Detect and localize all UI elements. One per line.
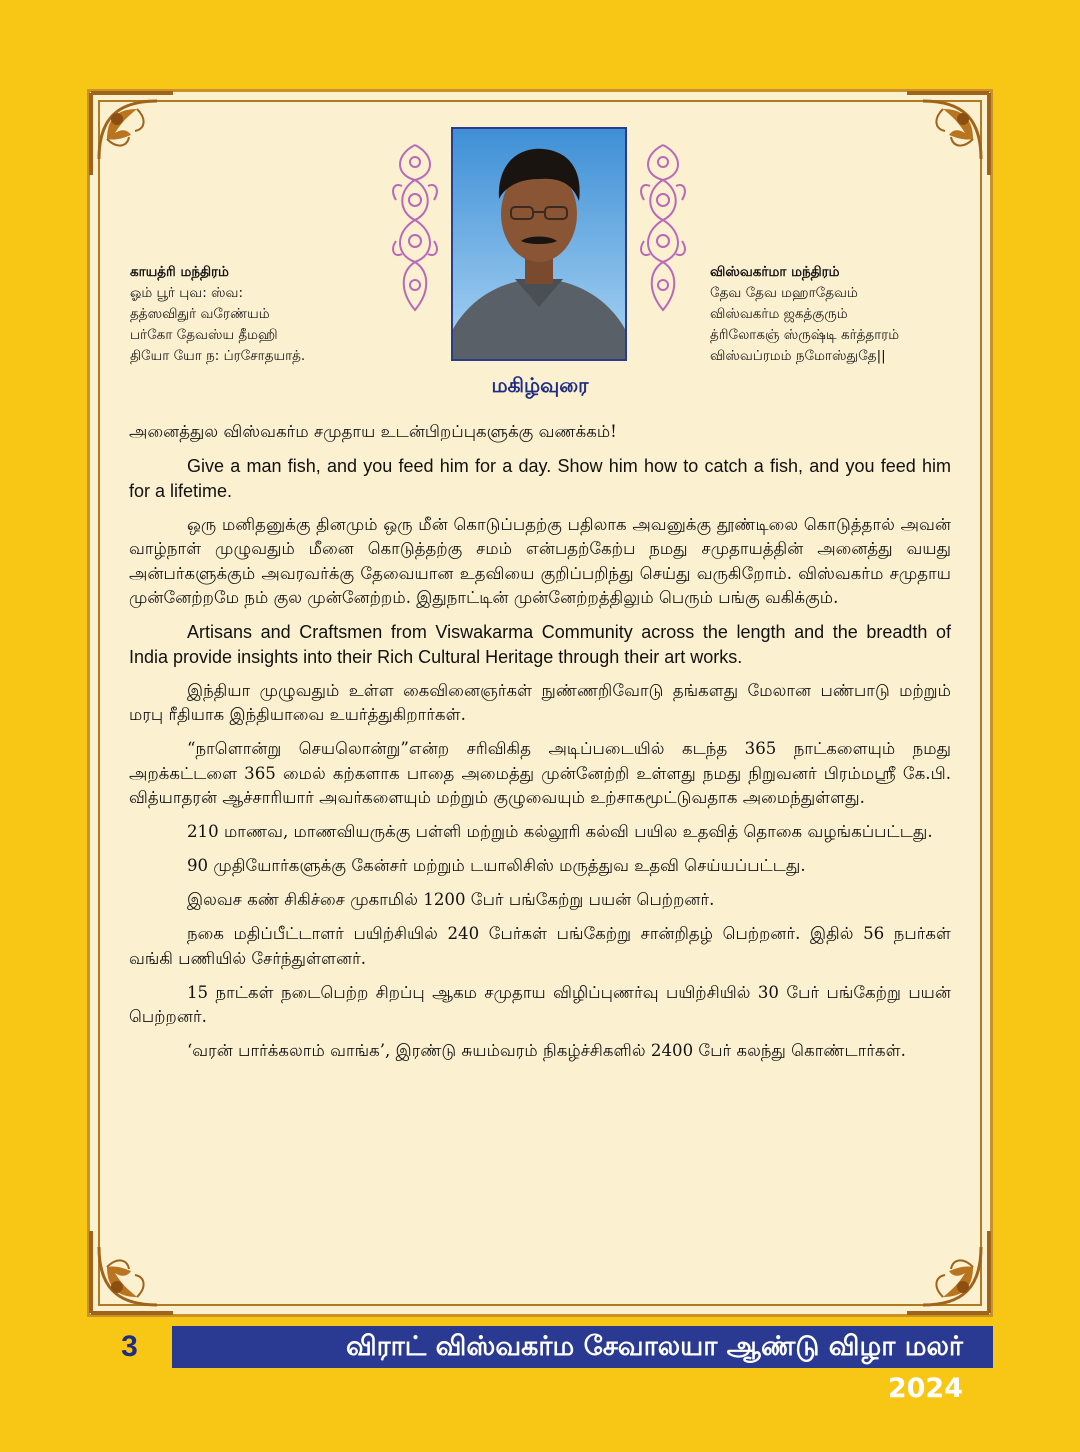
article-body (129, 420, 951, 1073)
greeting-paragraph: அனைத்துல விஸ்வகர்ம சமுதாய உடன்பிறப்புகளுக்கு வணக்கம்! (129, 422, 617, 441)
mantra-line: தியோ யோ ந: ப்ரசோதயாத். (130, 348, 306, 364)
body-paragraph: இலவச கண் சிகிச்சை முகாமில் 1200 பேர் பங்கேற்று பயன் பெற்றனர். (187, 890, 715, 909)
floral-ornament-icon (638, 140, 688, 315)
mantra-line: பர்கோ தேவஸ்ய தீமஹி (130, 327, 278, 343)
footer-bar (87, 1326, 993, 1404)
floral-ornament-icon (390, 140, 440, 315)
gayatri-mantra-block (130, 262, 305, 367)
corner-ornament-icon (87, 89, 177, 179)
corner-ornament-icon (87, 1227, 177, 1317)
body-paragraph: ‘வரன் பார்க்கலாம் வாங்க’, இரண்டு சுயம்வரம் நிகழ்ச்சிகளில் 2400 பேர் கலந்து கொண்டார்கள். (187, 1041, 906, 1060)
body-paragraph: நகை மதிப்பீட்டாளர் பயிற்சியில் 240 பேர்கள் பங்கேற்று சான்றிதழ் பெற்றனர். இதில் 56 நபர்கள் வங்கி பணியில் சேர்ந்துள்ளனர். (129, 924, 951, 968)
mantra-line: தத்ஸவிதுர் வரேண்யம் (130, 306, 270, 322)
body-paragraph: 210 மாணவ, மாணவியருக்கு பள்ளி மற்றும் கல்லூரி கல்வி பயில உதவித் தொகை வழங்கப்பட்டது. (187, 822, 933, 841)
mantra-line: த்ரிலோகஞ் ஸ்ருஷ்டி கர்த்தாரம் (710, 327, 900, 343)
viswakarma-mantra-title: விஸ்வகர்மா மந்திரம் (710, 264, 840, 280)
viswakarma-mantra-block (710, 262, 899, 367)
mantra-line: விஸ்வப்ரமம் நமோஸ்துதே|| (710, 348, 886, 364)
gayatri-mantra-title: காயத்ரி மந்திரம் (130, 264, 229, 280)
portrait-image (453, 129, 625, 359)
mantra-line: ஓம் பூர் புவ: ஸ்வ: (130, 285, 244, 301)
publication-title: விராட் விஸ்வகர்ம சேவாலயா ஆண்டு விழா மலர் 2024 (345, 1331, 963, 1404)
mantra-line: விஸ்வகர்ம ஜகத்குரும் (710, 306, 848, 322)
corner-ornament-icon (903, 89, 993, 179)
body-paragraph: இந்தியா முழுவதும் உள்ள கைவினைஞர்கள் நுண்ணறிவோடு தங்களது மேலான பண்பாடு மற்றும் மரபு ரீதியாக இந்தியாவை உயர்த்துகிறார்கள். (129, 680, 951, 724)
body-paragraph: 90 முதியோர்களுக்கு கேன்சர் மற்றும் டயாலிசிஸ் மருத்துவ உதவி செய்யப்பட்டது. (187, 856, 806, 875)
quote-paragraph: Give a man fish, and you feed him for a day. Show him how to catch a fish, and you feed him for a lifetime. (129, 456, 951, 501)
founder-portrait (451, 127, 627, 361)
page-heading: மகிழ்வுரை (491, 373, 589, 397)
body-paragraph: 15 நாட்கள் நடைபெற்ற சிறப்பு ஆகம சமுதாய விழிப்புணர்வு பயிற்சியில் 30 பேர் பங்கேற்று பயன் பெற்றனர். (129, 982, 951, 1026)
page-number: 3 (87, 1326, 172, 1368)
body-paragraph: ஒரு மனிதனுக்கு தினமும் ஒரு மீன் கொடுப்பதற்கு பதிலாக அவனுக்கு தூண்டிலை கொடுத்தால் அவன் வாழ்நாள் முழுவதும் மீனை கொடுத்தற்கு சமம் என்பதற்கேற்ப நமது சமுதாயத்தின் அனைத்து வயது அன்பர்களுக்கும் அவரவர்க்கு தேவையான உதவியை குறிப்பறிந்து செய்து வருகிறோம். விஸ்வகர்ம சமுதாய முன்னேற்றமே நம் குல முன்னேற்றம். இதுநாட்டின் முன்னேற்றத்திலும் பெரும் பங்கு வகிக்கும். (129, 514, 951, 607)
corner-ornament-icon (903, 1227, 993, 1317)
body-paragraph: “நாளொன்று செயலொன்று”என்ற சரிவிகித அடிப்படையில் கடந்த 365 நாட்களையும் நமது அறக்கட்டளை 365 மைல் கற்களாக பாதை அமைத்து முன்னேற்றி உள்ளது நமது நிறுவனர் பிரம்மஸ்ரீ கே.பி. வித்யாதரன் ஆச்சாரியார் அவர்களையும் மற்றும் குழுவையும் உற்சாகமூட்டுவதாக அமைந்துள்ளது. (129, 739, 951, 807)
mantra-line: தேவ தேவ மஹாதேவம் (710, 285, 858, 301)
body-paragraph: Artisans and Craftsmen from Viswakarma Community across the length and the breadth of India provide insights into their Rich Cultural Heritage through their art works. (129, 622, 951, 667)
